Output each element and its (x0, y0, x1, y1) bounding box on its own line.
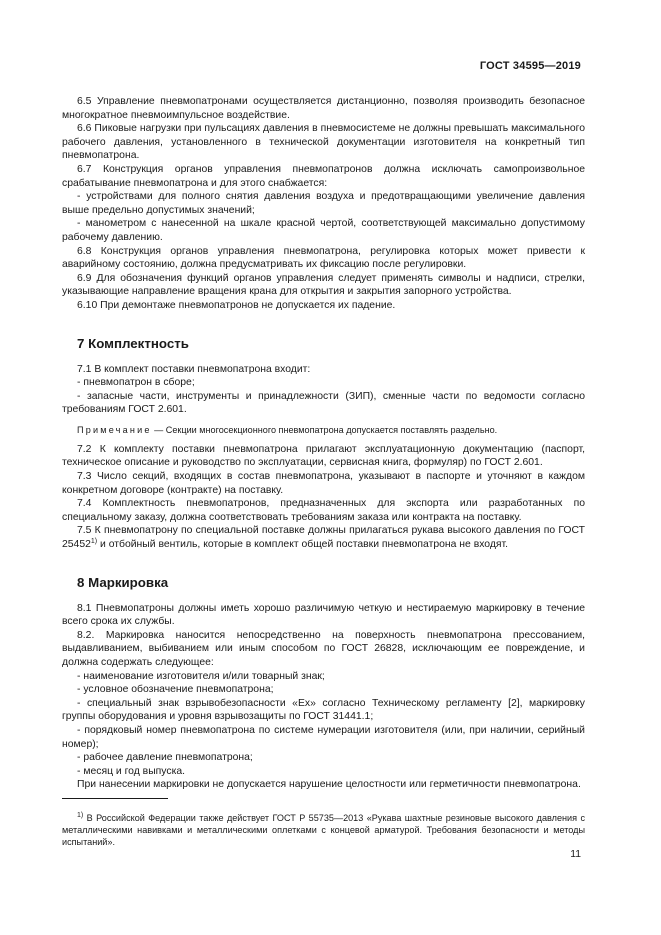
clause-7-1: 7.1 В комплект поставки пневмопатрона входит: (77, 363, 311, 375)
footnote-ref: 1) (90, 538, 98, 546)
page-number: 11 (570, 849, 581, 860)
clause-8-2-item-b: - условное обозначение пневмопатрона; (77, 684, 274, 696)
clause-6-8: 6.8 Конструкция органов управления пневмопатрона, регулировка которых может привести к аварийному состоянию, должна предусматривать их фиксацию после регулировки. (62, 245, 585, 271)
clause-7-4: 7.4 Комплектность пневмопатронов, предназначенных для экспорта или разработанных по специальному заказу, должна соответствовать требованиям заказа или контракта на поставку. (62, 498, 585, 523)
clause-7-5-text-before: 7.5 К пневмопатрону по специальной поставке должны прилагаться рукава высокого давления по ГОСТ 25452 (62, 525, 585, 551)
clause-6-5: 6.5 Управление пневмопатронами осуществляется дистанционно, позволяя производить безопасное многократное пневмоимпульсное воздействие. (62, 96, 585, 121)
note-text: — Секции многосекционного пневмопатрона допускается поставлять раздельно. (151, 424, 498, 435)
clause-7-2: 7.2 К комплекту поставки пневмопатрона прилагают эксплуатационную документацию (паспорт, техническое описание и руководство по эксплуатации, сервисная книга, формуляр) по ГОСТ 2.601. (62, 443, 585, 469)
clause-8-2-item-f: - месяц и год выпуска. (77, 765, 186, 777)
clause-7-3: 7.3 Число секций, входящих в состав пневмопатрона, указывают в паспорте и уточняют в каждом конкретном договоре (контракте) на поставку. (62, 471, 585, 496)
note (62, 424, 585, 436)
clause-8-2-item-c: - специальный знак взрывобезопасности «Ex» согласно Техническому регламенту [2], маркировку группы оборудования и уровня взрывозащиты по ГОСТ 31441.1; (62, 697, 585, 723)
clause-8-2-item-e: - рабочее давление пневмопатрона; (77, 752, 253, 764)
footnote-marker: 1) (77, 812, 84, 820)
footnote (62, 812, 585, 848)
clause-7-1-item-a: - пневмопатрон в сборе; (77, 377, 195, 389)
clause-8-2-item-a: - наименование изготовителя и/или товарный знак; (77, 670, 325, 682)
clause-6-6: 6.6 Пиковые нагрузки при пульсациях давления в пневмосистеме не должны превышать максимального рабочего давления, установленного в технической документации изготовителя на конкретный тип пневмопатрона. (62, 123, 585, 162)
clause-6-7: 6.7 Конструкция органов управления пневмопатронов должна исключать самопроизвольное срабатывание пневмопатрона и для этого снабжается: (62, 163, 585, 189)
footnote-text: В Российской Федерации также действует ГОСТ Р 55735—2013 «Рукава шахтные резиновые высокого давления с металлическими навивками и металлическими оплетками с концевой арматурой. Требования безопасности и методы испытаний». (62, 813, 585, 848)
clause-7-5-text-after: и отбойный вентиль, которые в комплект общей поставки пневмопатрона не входят. (97, 539, 509, 551)
clause-7-5 (62, 524, 585, 551)
section-8-heading: 8 Маркировка (77, 574, 169, 590)
clause-6-9: 6.9 Для обозначения функций органов управления следует применять символы и надписи, стрелки, указывающие направление вращения крана для открытия и закрытия запорного устройства. (62, 272, 585, 298)
clause-6-10: 6.10 При демонтаже пневмопатронов не допускается их падение. (77, 299, 396, 311)
clause-7-1-item-b: - запасные части, инструменты и принадлежности (ЗИП), сменные части по ведомости согласно требованиям ГОСТ 2.601. (62, 390, 585, 416)
section-7-heading: 7 Комплектность (77, 335, 189, 351)
clause-8-2: 8.2. Маркировка наносится непосредственно на поверхность пневмопатрона прессованием, выдавливанием, выбиванием или иным способом по ГОСТ 26828, исключающим ее повреждение, и должна содержать следующее: (62, 629, 585, 668)
clause-6-7-item-a: - устройствами для полного снятия давления воздуха и предотвращающими увеличение давления выше предельно допустимых значений; (62, 191, 585, 216)
clause-8-2-item-d: - порядковый номер пневмопатрона по системе нумерации изготовителя (или, при наличии, серийный номер); (62, 724, 585, 750)
footnote-separator (62, 798, 168, 799)
document-code-header: ГОСТ 34595—2019 (479, 60, 581, 72)
note-label: Примечание (77, 424, 152, 435)
document-body (62, 95, 585, 792)
clause-8-1: 8.1 Пневмопатроны должны иметь хорошо различимую четкую и нестираемую маркировку в течение всего срока их службы. (62, 602, 585, 628)
clause-8-closing: При нанесении маркировки не допускается нарушение целостности или герметичности пневмопатрона. (77, 779, 581, 791)
clause-6-7-item-b: - манометром с нанесенной на шкале красной чертой, соответствующей максимально допустимому рабочему давлению. (62, 218, 585, 243)
